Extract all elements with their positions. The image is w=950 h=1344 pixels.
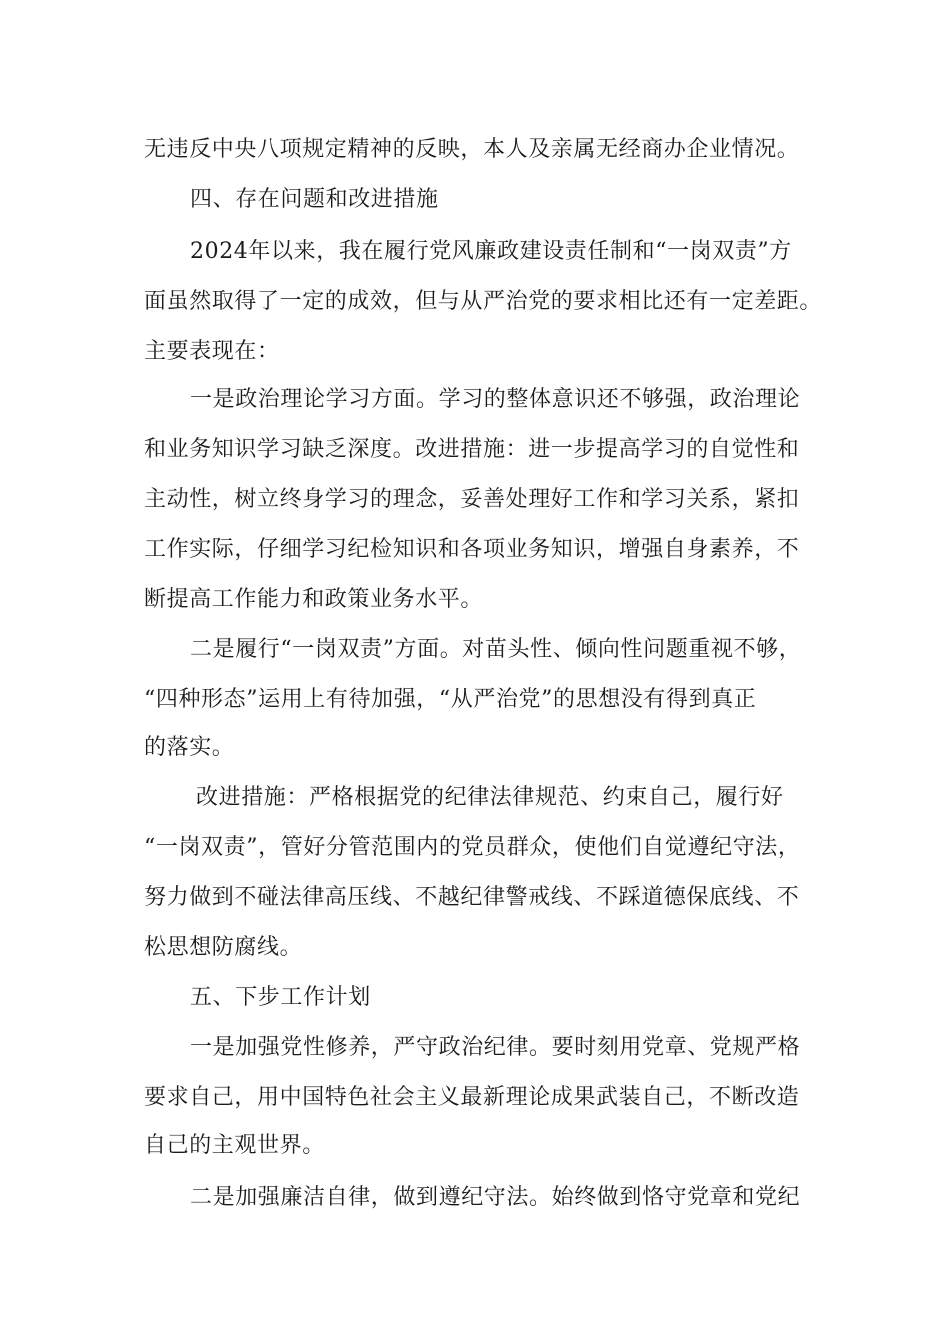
text-line-1: 无违反中央八项规定精神的反映，本人及亲属无经商办企业情况。 — [144, 137, 800, 162]
section-heading-4: 四、存在问题和改进措施 — [190, 187, 439, 212]
text-line-10: 断提高工作能力和政策业务水平。 — [144, 587, 484, 612]
text-line-6: 一是政治理论学习方面。学习的整体意识还不够强，政治理论 — [190, 387, 801, 412]
text-line-12: “四种形态”运用上有待加强，“从严治党”的思想没有得到真正 — [144, 687, 757, 712]
text-line-21: 自己的主观世界。 — [144, 1133, 325, 1158]
text-line-9: 工作实际，仔细学习纪检知识和各项业务知识，增强自身素养，不 — [144, 537, 800, 562]
text-line-19: 一是加强党性修养，严守政治纪律。要时刻用党章、党规严格 — [190, 1035, 801, 1060]
text-line-7: 和业务知识学习缺乏深度。改进措施：进一步提高学习的自觉性和 — [144, 437, 800, 462]
text-line-8: 主动性，树立终身学习的理念，妥善处理好工作和学习关系，紧扣 — [144, 487, 800, 512]
text-line-15: “一岗双责”，管好分管范围内的党员群众，使他们自觉遵纪守法， — [144, 835, 801, 860]
text-line-22: 二是加强廉洁自律，做到遵纪守法。始终做到恪守党章和党纪 — [190, 1185, 801, 1210]
text-line-13: 的落实。 — [144, 735, 235, 760]
section-heading-5: 五、下步工作计划 — [190, 985, 371, 1010]
text-line-4: 面虽然取得了一定的成效，但与从严治党的要求相比还有一定差距。 — [144, 289, 823, 314]
text-line-5: 主要表现在： — [144, 339, 280, 364]
text-line-14: 改进措施：严格根据党的纪律法律规范、约束自己，履行好 — [196, 785, 784, 810]
text-line-3: 2024年以来，我在履行党风廉政建设责任制和“一岗双责”方 — [190, 239, 792, 264]
text-line-11: 二是履行“一岗双责”方面。对苗头性、倾向性问题重视不够， — [190, 637, 802, 662]
text-line-17: 松思想防腐线。 — [144, 935, 303, 960]
text-line-20: 要求自己，用中国特色社会主义最新理论成果武装自己，不断改造 — [144, 1085, 800, 1110]
text-line-16: 努力做到不碰法律高压线、不越纪律警戒线、不踩道德保底线、不 — [144, 885, 800, 910]
